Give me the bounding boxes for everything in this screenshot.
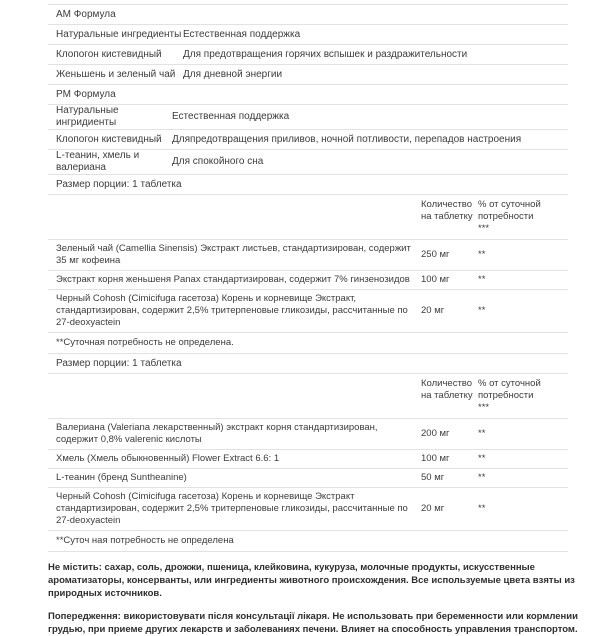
ingredient-row	[48, 271, 568, 290]
header-amount-cell: Количество на таблетку	[421, 199, 473, 222]
serving-size-row	[48, 175, 568, 195]
info-row-label: Клопогон кистевидный	[56, 48, 162, 60]
info-row	[48, 130, 568, 150]
ingredient-row	[48, 290, 568, 333]
table-header-row	[48, 195, 568, 240]
table-footnote: **Суточ ная потребность не определена	[48, 531, 568, 552]
info-row-label: Натуральные ингридиенты	[56, 105, 119, 128]
info-row-value: Дляпредотвращения приливов, ночной потливости, перепадов настроения	[172, 133, 522, 145]
header-dv-stars: ***	[478, 402, 490, 413]
ingredient-dv: **	[478, 503, 486, 514]
ingredient-name: Хмель (Хмель обыкновенный) Flower Extract 6.6: 1	[56, 453, 280, 464]
ingredient-row	[48, 450, 568, 469]
ingredient-amount: 100 мг	[421, 453, 450, 464]
info-row	[48, 65, 568, 85]
ingredient-dv: **	[478, 453, 486, 464]
info-row-am-formula	[48, 4, 568, 25]
ingredient-dv: **	[478, 428, 486, 439]
info-row-value: Для предотвращения горячих вспышек и раздражительности	[183, 48, 468, 60]
ingredient-row	[48, 488, 568, 531]
header-dv-stars: ***	[478, 223, 490, 234]
ingredient-name: Черный Cohosh (Cimicifuga гасетоза) Корень и корневище Экстракт стандартизирован, содержит 2,5% тритерпеновые гликозиды, рассчитанные по 27-deoxyactein	[56, 491, 408, 526]
ingredient-row	[48, 240, 568, 271]
ingredient-amount: 20 мг	[421, 305, 445, 316]
ingredient-dv: **	[478, 274, 486, 285]
ingredient-amount: 250 мг	[421, 249, 450, 260]
info-row-label: Клопогон кистевидный	[56, 133, 162, 145]
header-amount-cell: Количество на таблетку	[421, 378, 473, 401]
info-row-label: L-теанин, хмель и валериана	[56, 150, 140, 173]
info-row-label: Женьшень и зеленый чай	[56, 68, 176, 80]
serving-size-row	[48, 354, 568, 374]
info-row	[48, 105, 568, 130]
info-row-label: PM Формула	[56, 88, 116, 100]
contains-disclaimer: Не містить: сахар, соль, дрожжи, пшеница, клейковина, кукуруза, молочные продукты, искусственные ароматизаторы, консерванты, или ингредиенты животного происхождения. Все используемые цвета взяты из природных источников.	[48, 562, 575, 599]
ingredient-row	[48, 419, 568, 450]
info-row-value: Для спокойного сна	[172, 156, 264, 167]
info-row-value: Естественная поддержка	[183, 28, 301, 40]
serving-size-text: Размер порции: 1 таблетка	[56, 357, 182, 369]
warning-disclaimer: Попередження: використовувати після консультації лікаря. Не использовать при беременности или кормлении грудью, при приеме других лекарств и заболеваниях печени. Влияет на способность управления транспортом.	[48, 611, 578, 635]
ingredient-name: Экстракт корня женьшеня Panax стандартизирован, содержит 7% гинзенозидов	[56, 274, 410, 285]
info-row-pm-formula	[48, 85, 568, 105]
ingredient-row	[48, 469, 568, 488]
disclaimer-section	[48, 561, 578, 636]
serving-size-text: Размер порции: 1 таблетка	[56, 178, 182, 190]
pm-supplement-table	[48, 374, 568, 552]
table-header-row	[48, 374, 568, 419]
supplement-facts-document	[48, 4, 578, 636]
header-dv-cell	[478, 378, 568, 414]
info-row	[48, 45, 568, 65]
info-row	[48, 150, 568, 175]
info-row-label: Натуральные ингредиенты	[56, 28, 182, 40]
info-row-label: AM Формула	[56, 8, 116, 20]
formula-info-table	[48, 4, 568, 175]
info-row-value: Для дневной энергии	[183, 68, 283, 80]
ingredient-name: L-теанин (бренд Suntheanine)	[56, 472, 187, 483]
ingredient-amount: 20 мг	[421, 503, 445, 514]
info-row-value: Естественная поддержка	[172, 111, 290, 122]
am-supplement-table	[48, 195, 568, 354]
ingredient-name: Валериана (Valeriana лекарственный) экстракт корня стандартизирован, содержит 0,8% valerenic кислоты	[56, 422, 378, 445]
header-dv-text: % от суточной потребности	[478, 199, 541, 222]
ingredient-name: Черный Cohosh (Cimicifuga гасетоза) Корень и корневище Экстракт, стандартизирован, содержит 2,5% тритерпеновые гликозиды, рассчитанные по 27-deoxyactein	[56, 293, 408, 328]
ingredient-dv: **	[478, 472, 486, 483]
ingredient-amount: 200 мг	[421, 428, 450, 439]
header-dv-cell	[478, 199, 568, 235]
table-footnote: **Суточная потребность не определена.	[48, 333, 568, 354]
ingredient-name: Зеленый чай (Camellia Sinensis) Экстракт листьев, стандартизирован, содержит 35 мг кофеина	[56, 243, 411, 266]
ingredient-amount: 100 мг	[421, 274, 450, 285]
ingredient-amount: 50 мг	[421, 472, 445, 483]
ingredient-dv: **	[478, 305, 486, 316]
ingredient-dv: **	[478, 249, 486, 260]
header-dv-text: % от суточной потребности	[478, 378, 541, 401]
info-row	[48, 25, 568, 45]
